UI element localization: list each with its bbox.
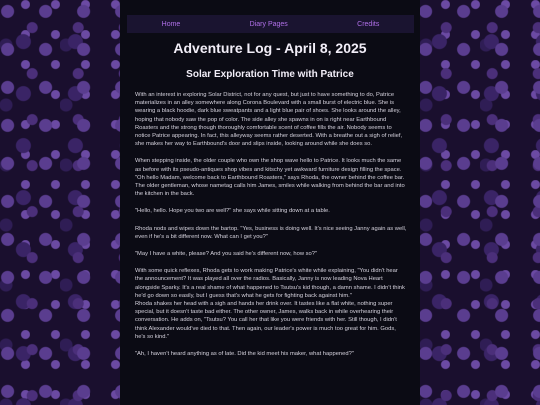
paragraph: When stepping inside, the older couple who own the shop wave hello to Patrice. It looks much the same as before with its pseudo-antiques shop vibes and kitschy yet awkward furniture design filling the space. "Oh hello Madam, welcome back to Earthbound Roasters," says Rhoda, the owner behind the coffee bar. The older gentleman, whose nametag calls him James, smiles while walking from behind the bar and into the kitchen in the back. <box>135 158 405 198</box>
nav-link-home[interactable]: Home <box>161 20 181 28</box>
paragraph: With some quick reflexes, Rhoda gets to work making Patrice's white while explaining, "You didn't hear the announcement? It was played all over the radios. Basically, Janny is now leading Nova Heart alongside Sparky. It's a real shame of what happened to Tsutsu's kid though, a damn shame. I didn't think he'd go down so easily, but I guess that's what he gets for fighting back against him." <box>135 268 405 299</box>
page-subtitle: Solar Exploration Time with Patrice <box>186 69 354 80</box>
page-title: Adventure Log - April 8, 2025 <box>173 40 367 56</box>
paragraph: "May I have a white, please? And you said he's different now, how so?" <box>135 251 318 258</box>
paragraph: "Hello, hello. Hope you two are well?" she says while sitting down at a table. <box>135 208 330 215</box>
paragraph: "Ah, I haven't heard anything as of late. Did the kid meet his maker, what happened?" <box>135 351 354 358</box>
paragraph: Rhoda shakes her head with a sigh and hands her drink over. It tastes like a flat white, nothing super special, but it doesn't taste bad either. The other owner, James, walks back in while overhearing their conversation. He adds on, "Tsutsu? You call her that like you were friends with her. Still though, I didn't think Alexander would've died to that. Then again, our leader's power is much too great for him. Gods, he's so kind." <box>135 301 397 340</box>
content-panel <box>120 0 420 405</box>
top-nav <box>127 15 414 33</box>
nav-link-credits[interactable]: Credits <box>357 20 380 28</box>
nav-link-diary-pages[interactable]: Diary Pages <box>249 20 288 28</box>
paragraph: With an interest in exploring Solar District, not for any quest, but just to have something to do, Patrice materializes in an alley somewhere along Corona Boulevard with a small burst of electric blue. She is wearing a black hoodie, dark blue sweatpants and a light blue pair of shoes. She looks around the alley, hoping that nobody saw the pop of color. The side alley she spawns in on is right near Earthbound Roasters and the strong though thoroughly comfortable scent of coffee fills the air. Nobody seems to notice Patrice appearing. In fact, this alleyway seems rather deserted. With a breathe out a sigh of relief, she makes her way to Earthbound's door and slips inside, looking around while she does so. <box>135 92 403 148</box>
diary-entry-body <box>135 91 407 367</box>
paragraph: Rhoda nods and wipes down the bartop. "Yes, business is doing well. It's nice seeing Janny again as well, even if he's a bit different now. What can I get you?" <box>135 225 407 240</box>
